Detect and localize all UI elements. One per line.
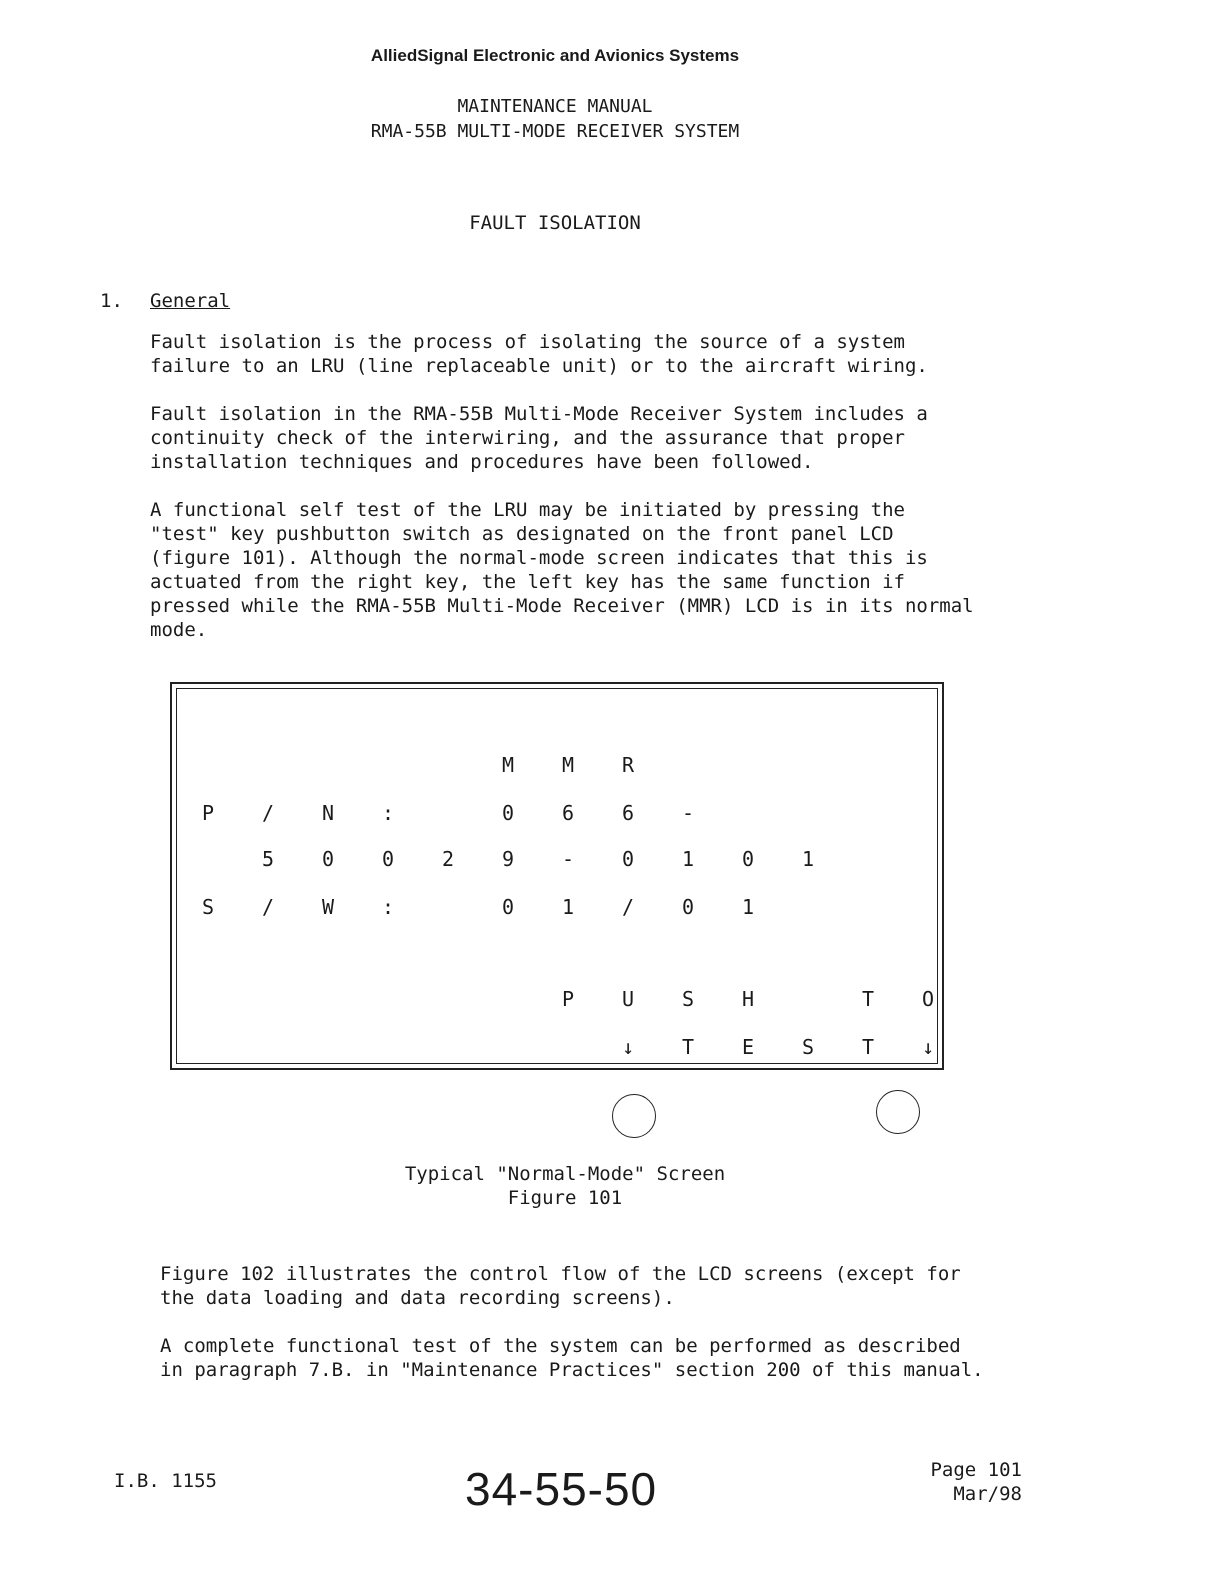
lcd-char: T — [861, 1035, 875, 1059]
paragraph-control-flow: Figure 102 illustrates the control flow of the LCD screens (except for the data loading and data recording screens). — [160, 1263, 961, 1309]
lcd-char: 1 — [681, 847, 695, 871]
figure-caption-title: Typical "Normal-Mode" Screen — [404, 1163, 726, 1185]
lcd-char: 0 — [321, 847, 335, 871]
lcd-char: H — [741, 987, 755, 1011]
lcd-char: O — [921, 987, 935, 1011]
lcd-char: 0 — [501, 895, 515, 919]
lcd-char: - — [561, 847, 575, 871]
manual-title-line1: MAINTENANCE MANUAL — [457, 96, 653, 117]
section-title: FAULT ISOLATION — [469, 212, 641, 234]
lcd-char: S — [201, 895, 215, 919]
section-heading: General — [150, 290, 231, 312]
lcd-char: W — [321, 895, 335, 919]
lcd-char: M — [561, 753, 575, 777]
right-key-button[interactable] — [876, 1090, 920, 1134]
figure-caption-number: Figure 101 — [507, 1187, 623, 1209]
lcd-char: 2 — [441, 847, 455, 871]
lcd-char: / — [261, 801, 275, 825]
manual-title-line2: RMA-55B MULTI-MODE RECEIVER SYSTEM — [370, 121, 740, 142]
lcd-char: S — [681, 987, 695, 1011]
lcd-char: U — [621, 987, 635, 1011]
lcd-char: : — [381, 801, 395, 825]
lcd-char: 1 — [801, 847, 815, 871]
left-key-button[interactable] — [612, 1094, 656, 1138]
lcd-char: R — [621, 753, 635, 777]
lcd-char: / — [621, 895, 635, 919]
lcd-char: N — [321, 801, 335, 825]
lcd-char: 1 — [561, 895, 575, 919]
lcd-char: S — [801, 1035, 815, 1059]
lcd-char: 0 — [621, 847, 635, 871]
lcd-char: - — [681, 801, 695, 825]
company-name: AlliedSignal Electronic and Avionics Systems — [370, 46, 740, 65]
lcd-char: P — [201, 801, 215, 825]
lcd-char: ↓ — [921, 1035, 935, 1059]
lcd-char: 0 — [381, 847, 395, 871]
footer-page-info — [900, 1458, 1022, 1506]
lcd-screen-inner-border — [176, 688, 938, 1064]
lcd-char: 5 — [261, 847, 275, 871]
lcd-char: T — [861, 987, 875, 1011]
lcd-char: 0 — [501, 801, 515, 825]
lcd-char: 6 — [621, 801, 635, 825]
section-number: 1. — [100, 290, 123, 312]
lcd-char: 0 — [741, 847, 755, 871]
paragraph-self-test: A functional self test of the LRU may be initiated by pressing the "test" key pushbutton switch as designated on the front panel LCD (figure 101). Although the normal-mode screen indicates that this is actuated from the right key, the left key has the same function if pressed while the RMA-55B Multi-Mode Receiver (MMR) LCD is in its normal mode. — [150, 499, 974, 641]
lcd-screen-figure — [170, 682, 944, 1070]
lcd-char: E — [741, 1035, 755, 1059]
lcd-char: ↓ — [621, 1035, 635, 1059]
paragraph-fault-isolation-definition: Fault isolation is the process of isolating the source of a system failure to an LRU (line replaceable unit) or to the aircraft wiring. — [150, 331, 928, 377]
figure-caption — [0, 1162, 1130, 1210]
manual-title — [0, 94, 1110, 144]
lcd-char: M — [501, 753, 515, 777]
footer-ata-code: 34-55-50 — [465, 1463, 658, 1515]
lcd-char: 1 — [741, 895, 755, 919]
lcd-char: T — [681, 1035, 695, 1059]
footer-ib-number: I.B. 1155 — [114, 1470, 217, 1492]
lcd-char: 6 — [561, 801, 575, 825]
lcd-char: : — [381, 895, 395, 919]
paragraph-functional-test: A complete functional test of the system can be performed as described in paragraph 7.B. in "Maintenance Practices" section 200 of this manual. — [160, 1335, 984, 1381]
lcd-char: / — [261, 895, 275, 919]
lcd-char: 9 — [501, 847, 515, 871]
lcd-char: P — [561, 987, 575, 1011]
lcd-char: 0 — [681, 895, 695, 919]
footer-date: Mar/98 — [953, 1483, 1022, 1505]
paragraph-continuity-check: Fault isolation in the RMA-55B Multi-Mode Receiver System includes a continuity check of the interwiring, and the assurance that proper installation techniques and procedures have been followed. — [150, 403, 928, 473]
footer-page-number: Page 101 — [930, 1459, 1022, 1481]
